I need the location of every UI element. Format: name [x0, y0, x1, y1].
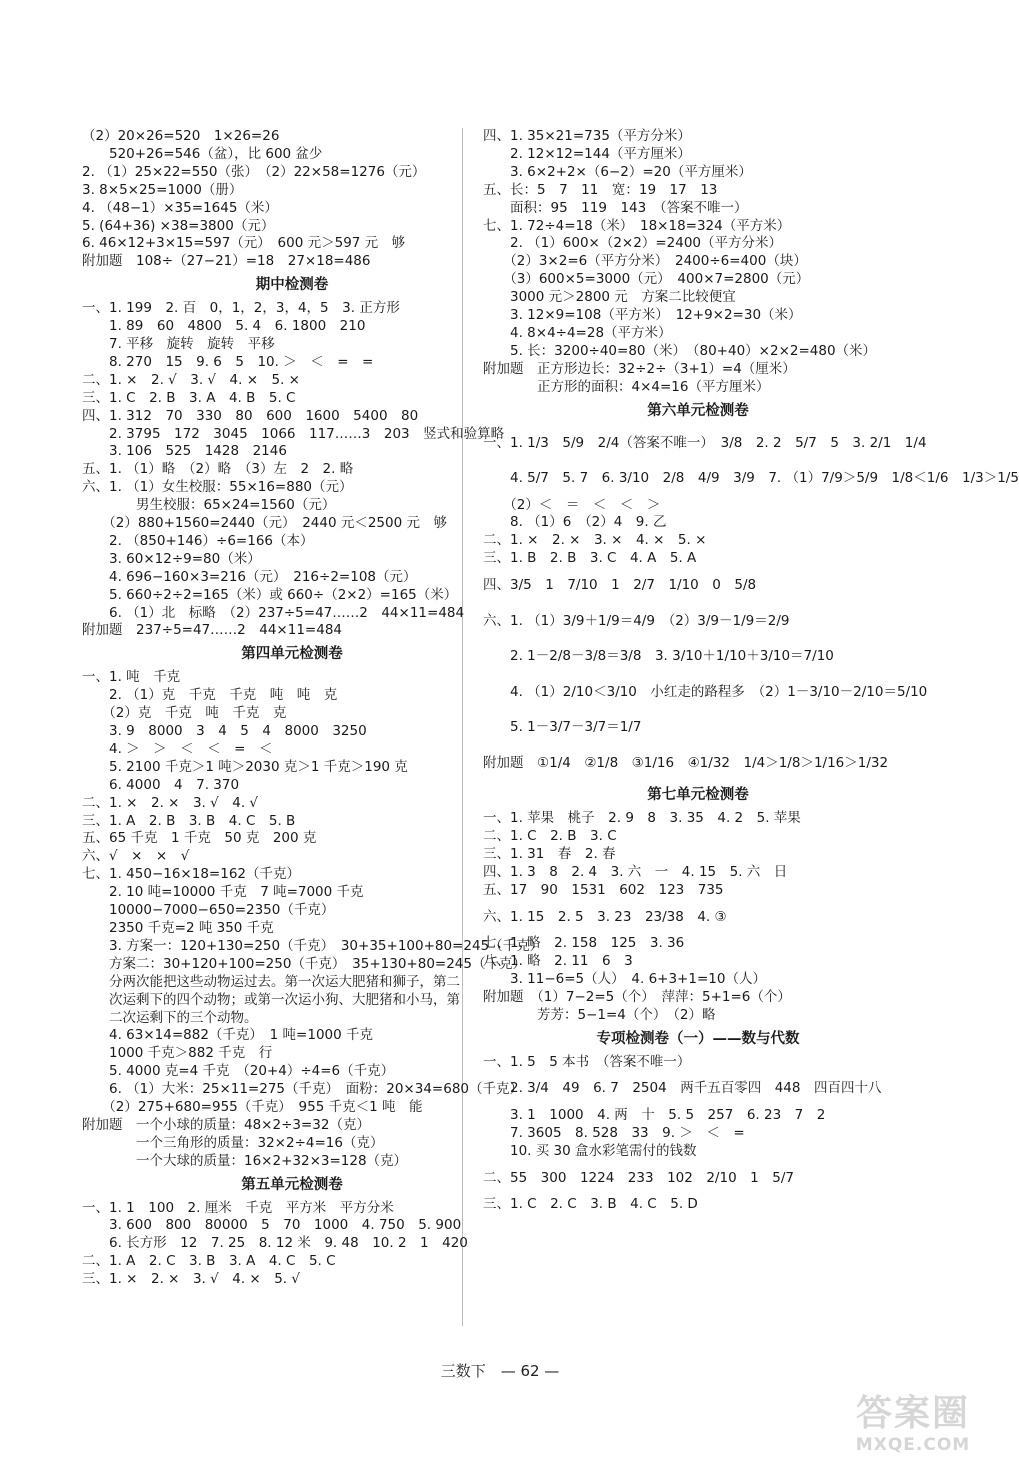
answer-line: 3000 元＞2800 元 方案二比较便宜	[483, 289, 736, 306]
watermark-top-text: 答案圈	[855, 1393, 970, 1434]
answer-line: 次运剩下的四个动物；或第一次运小狗、大肥猪和小马，第	[82, 991, 460, 1008]
answer-line: 3. 12×9=108（平方米） 12+9×2=30（米）	[483, 307, 802, 324]
answer-line: 4. 5/7 5. 7 6. 3/10 2/8 4/9 3/9 7. （1）7/9＞5/9 1/8＜1/6 1/3＞1/5	[483, 470, 1019, 486]
answer-line: 分两次能把这些动物运过去。第一次运大肥猪和狮子，第二	[82, 973, 460, 990]
answer-line: 2. （1）克 千克 千克 吨 吨 克	[82, 687, 338, 704]
answer-line: 三、1. A 2. B 3. B 4. C 5. B	[82, 812, 296, 829]
answer-line: 2350 千克=2 吨 350 千克	[82, 919, 274, 936]
answer-line: 5. 660÷2÷2=165（米）或 660÷（2×2）=165（米）	[82, 586, 458, 603]
answer-line: 一、1. 5 5 本书 （答案不唯一）	[483, 1053, 691, 1070]
answer-line: 五、17 90 1531 602 123 735	[483, 881, 724, 898]
answer-line: 5. 2100 千克＞1 吨＞2030 克＞1 千克＞190 克	[82, 758, 408, 775]
watermark-bottom-text: MXQE.COM	[855, 1435, 971, 1455]
answer-line: 附加题 一个小球的质量：48×2÷3=32（克）	[82, 1116, 370, 1133]
answer-line: 3. 1 1000 4. 两 十 5. 5 257 6. 23 7 2	[483, 1106, 826, 1123]
answer-line: 6. （1）大米：25×11=275（千克） 面粉：20×34=680（千克）	[82, 1081, 524, 1098]
answer-line: 5. 4000 克=4 千克 （20+4）÷4=6（千克）	[82, 1063, 395, 1080]
site-watermark-logo	[838, 1393, 988, 1463]
answer-line: 四、1. 35×21=735（平方分米）	[483, 128, 691, 144]
answer-line: 二、1. × 2. × 3. × 4. × 5. ×	[483, 532, 707, 549]
answer-line: 二、55 300 1224 233 102 2/10 1 5/7	[483, 1169, 794, 1186]
answer-line: 2. 3795 172 3045 1066 117……3 203 竖式和验算略	[82, 425, 505, 442]
answer-line: 10. 买 30 盒水彩笔需付的钱数	[483, 1142, 697, 1159]
answer-line: 二、1. A 2. C 3. B 3. A 4. C 5. C	[82, 1253, 336, 1270]
answer-line: 4. ＞ ＞ ＜ ＜ = ＜	[82, 740, 273, 757]
answer-line: 3. 600 800 80000 5 70 1000 4. 750 5. 900	[82, 1217, 462, 1234]
answer-line: 一、1. 吨 千克	[82, 669, 181, 686]
answer-line: （3）600×5=3000（元） 400×7=2800（元）	[483, 271, 810, 288]
answer-line: 4. 696−160×3=216（元） 216÷2=108（元）	[82, 568, 417, 585]
answer-line: 4. （1）2/10＜3/10 小红走的路程多 （2）1－3/10－2/10＝5/10	[483, 683, 928, 700]
answer-line: 六、√ × × √	[82, 848, 190, 865]
answer-line: 3. 8×5×25=1000（册）	[82, 181, 243, 198]
answer-line: （2）880+1560=2440（元） 2440 元＜2500 元 够	[82, 515, 447, 532]
answer-line: 方案二：30+120+100=250（千克） 35+130+80=245（千克）	[82, 955, 526, 972]
answer-line: 二、1. C 2. B 3. C	[483, 827, 617, 844]
section-heading: 专项检测卷（一）——数与代数	[596, 1030, 800, 1047]
answer-line: 2. （1）25×22=550（张） （2）22×58=1276（元）	[82, 163, 426, 180]
answer-line: （2）20×26=520 1×26=26	[82, 128, 280, 144]
left-column	[82, 128, 544, 1289]
answer-line: 3. 106 525 1428 2146	[82, 443, 287, 460]
answer-line: 7. 3605 8. 528 33 9. ＞ ＜ =	[483, 1124, 745, 1141]
answer-line: 4. 8×4÷4=28（平方米）	[483, 324, 672, 341]
answer-line: 520+26=546（盆），比 600 盆少	[82, 145, 323, 162]
answer-line: 2. 12×12=144（平方厘米）	[483, 145, 691, 162]
answer-line: 二、1. × 2. × 3. √ 4. √	[82, 794, 259, 811]
answer-line: 2. 10 吨=10000 千克 7 吨=7000 千克	[82, 884, 364, 901]
answer-line: 2. （1）600×（2×2）=2400（平方分米）	[483, 235, 782, 252]
answer-line: 四、3/5 1 7/10 1 2/7 1/10 0 5/8	[483, 577, 757, 594]
section-heading: 第六单元检测卷	[647, 402, 749, 419]
answer-line: 一、1. 199 2. 百 0，1，2，3，4，5 3. 正方形	[82, 300, 400, 317]
answer-line: 3. 60×12÷9=80（米）	[82, 550, 261, 567]
answer-line: 七、1. 72÷4=18（米） 18×18=324（平方米）	[483, 217, 791, 234]
answer-line: 附加题 108÷（27−21）=18 27×18=486	[82, 253, 371, 270]
answer-line: 2. 3/4 49 6. 7 2504 两千五百零四 448 四百四十八	[483, 1080, 882, 1097]
answer-line: 五、65 千克 1 千克 50 克 200 克	[82, 830, 317, 847]
page-footer: 三数下 — 62 —	[440, 1362, 560, 1380]
answer-line: 5. 长：3200÷40=80（米） （80+40）×2×2=480（米）	[483, 342, 877, 359]
answer-line: 6. 长方形 12 7. 25 8. 12 米 9. 48 10. 2 1 420	[82, 1235, 468, 1252]
answer-line: 3. 方案一：120+130=250（千克） 30+35+100+80=245（千克）	[82, 937, 544, 954]
answer-line: 三、1. 31 春 2. 春	[483, 845, 616, 862]
answer-line: 三、1. C 2. C 3. B 4. C 5. D	[483, 1196, 698, 1213]
answer-line: 一个大球的质量：16×2+32×3=128（克）	[82, 1152, 408, 1169]
section-heading: 第五单元检测卷	[241, 1176, 343, 1193]
answer-line: 七、1. 450−16×18=162（千克）	[82, 866, 300, 883]
answer-line: 2. 1－2/8－3/8＝3/8 3. 3/10＋1/10＋3/10＝7/10	[483, 648, 834, 665]
answer-line: 3. 9 8000 3 4 5 4 8000 3250	[82, 723, 367, 739]
answer-line: 一、1. 1/3 5/9 2/4（答案不唯一） 3/8 2. 2 5/7 5 3. 2/1 1/4	[483, 434, 927, 451]
answer-line: 2. （850+146）÷6=166（本）	[82, 532, 314, 549]
answer-line: 四、1. 312 70 330 80 600 1600 5400 80	[82, 407, 419, 424]
answer-line: 附加题 （1）7−2=5（个） 萍萍：5+1=6（个）	[483, 988, 791, 1005]
answer-line: 面积：95 119 143 （答案不唯一）	[483, 199, 748, 216]
answer-line: 正方形的面积：4×4=16（平方厘米）	[483, 378, 770, 395]
section-heading: 第四单元检测卷	[241, 646, 343, 663]
answer-line: 4. 63×14=882（千克） 1 吨=1000 千克	[82, 1027, 374, 1044]
answer-line: 六、1. （1）女生校服：55×16=880（元）	[82, 479, 353, 496]
answer-line: （2）克 千克 吨 千克 克	[82, 705, 287, 722]
answer-line: 芳芳：5−1=4（个） （2）略	[483, 1006, 716, 1023]
answer-line: 6. （1）北 标略 （2）237÷5=47……2 44×11=484	[82, 604, 465, 621]
answer-line: 10000−7000−650=2350（千克）	[82, 902, 335, 919]
answer-line: （2）3×2=6（平方分米） 2400÷6=400（块）	[483, 253, 807, 270]
answer-line: 五、长：5 7 11 宽：19 17 13	[483, 181, 718, 198]
answer-line: 6. 4000 4 7. 370	[82, 776, 240, 793]
answer-line: 一个三角形的质量：32×2÷4=16（克）	[82, 1134, 384, 1151]
answer-line: 5. (64+36) ×38=3800（元）	[82, 217, 275, 234]
answer-line: 六、1. 15 2. 5 3. 23 23/38 4. ③	[483, 908, 727, 925]
answer-line: 二、1. × 2. √ 3. √ 4. × 5. ×	[82, 371, 300, 388]
answer-line: 6. 46×12+3×15=597（元） 600 元＞597 元 够	[82, 235, 406, 252]
answer-line: 男生校服：65×24=1560（元）	[82, 497, 336, 514]
answer-line: 八、1. 略 2. 11 6 3	[483, 952, 633, 969]
answer-line: 三、1. B 2. B 3. C 4. A 5. A	[483, 550, 697, 567]
right-column	[483, 128, 1019, 1214]
answer-line: 8. （1）6 （2）4 9. 乙	[483, 514, 667, 531]
answer-line: 4. （48−1）×35=1645（米）	[82, 199, 278, 216]
answer-line: （2）275+680=955（千克） 955 千克＜1 吨 能	[82, 1099, 423, 1116]
answer-line: 1000 千克＞882 千克 行	[82, 1045, 273, 1062]
answer-line: 1. 89 60 4800 5. 4 6. 1800 210	[82, 318, 366, 335]
answer-line: 7. 平移 旋转 旋转 平移	[82, 335, 275, 352]
answer-line: 5. 1－3/7－3/7＝1/7	[483, 719, 642, 736]
answer-line: 一、1. 苹果 桃子 2. 9 8 3. 35 4. 2 5. 苹果	[483, 810, 801, 827]
answer-line: 二次运剩下的三个动物。	[82, 1009, 258, 1026]
answer-line: 五、1. （1）略 （2）略 （3）左 2 2. 略	[82, 461, 354, 478]
answer-line: 三、1. × 2. × 3. √ 4. × 5. √	[82, 1271, 300, 1288]
answer-line: 3. 6×2+2×（6−2）=20（平方厘米）	[483, 163, 752, 180]
section-heading: 期中检测卷	[255, 277, 329, 294]
answer-line: 3. 11−6=5（人） 4. 6+3+1=10（人）	[483, 970, 766, 987]
answer-line: 附加题 237÷5=47……2 44×11=484	[82, 622, 342, 639]
answer-line: 六、1. （1）3/9＋1/9＝4/9 （2）3/9－1/9＝2/9	[483, 612, 790, 629]
answer-line: 七、1. 略 2. 158 125 3. 36	[483, 935, 685, 952]
answer-line: （2）＜ ＝ ＜ ＜ ＞	[483, 496, 661, 513]
answer-line: 四、1. 3 8 2. 4 3. 六 一 4. 15 5. 六 日	[483, 863, 788, 880]
section-heading: 第七单元检测卷	[647, 787, 749, 804]
answer-line: 8. 270 15 9. 6 5 10. ＞ ＜ = =	[82, 353, 374, 370]
answer-line: 附加题 ①1/4 ②1/8 ③1/16 ④1/32 1/4＞1/8＞1/16＞1/32	[483, 754, 889, 771]
answer-line: 三、1. C 2. B 3. A 4. B 5. C	[82, 389, 296, 406]
answer-line: 附加题 正方形边长：32÷2÷（3+1）=4（厘米）	[483, 360, 796, 377]
answer-line: 一、1. 1 100 2. 厘米 千克 平方米 平方分米	[82, 1199, 394, 1216]
